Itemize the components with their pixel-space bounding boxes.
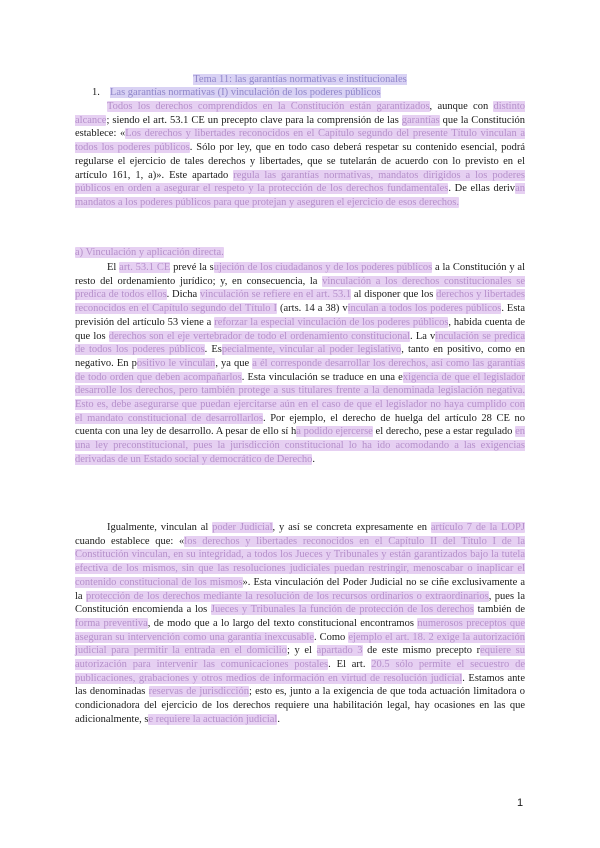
p3-seg-24: reservas de jurisdicción	[148, 686, 249, 698]
p1-seg-7: Los derechos y libertades reconocidos en el Capítulo segundo del presente Título vinculan a todos los poderes públicos	[75, 128, 525, 154]
p2-seg-8: vinculación se refiere en el art. 53.1	[199, 289, 352, 301]
p2-seg-7: . Dicha	[166, 289, 200, 301]
p2-seg-17: . La v	[410, 330, 436, 342]
p3-seg-20: equiere su autorización para intervenir las comunicaciones postales	[75, 645, 525, 671]
p2-seg-16: derechos son el eje vertebrador de todo el ordenamiento constitucional	[108, 330, 411, 342]
p1-seg-2: , aunque con	[429, 101, 494, 112]
p2-seg-32: .	[312, 453, 315, 465]
paragraph-poder-judicial	[75, 521, 525, 727]
p2-seg-22: ositivo le vinculan	[136, 357, 216, 369]
p2-seg-31: en una ley preconstitucional, pues la jurisdicción constitucional lo ha ido acomodando a las exigencias derivadas de un Estado social y democrático de Derecho	[75, 426, 525, 465]
p2-seg-29: a podido ejercerse	[296, 426, 373, 438]
heading-a	[75, 246, 525, 259]
p3-seg-5: cuando establece que: «	[75, 535, 185, 547]
p2-seg-21: , tanto en positivo, como en negativo. En p	[75, 344, 526, 369]
p2-seg-23: , ya que	[215, 357, 253, 369]
p2-seg-4: ujeción de los ciudadanos y de los poderes públicos	[213, 262, 433, 273]
p3-seg-9: , pues la Constitución encomienda a los	[75, 590, 525, 616]
p2-seg-26: xigencia de que el legislador desarrolle los derechos, pero también protege a sus titulares frente a la denominada legislación negativa	[75, 371, 526, 397]
p2-seg-24: a él corresponde desarrollar los derechos, así como las garantías de todo orden que deben acompañarlos	[75, 357, 526, 383]
p3-seg-8: protección de los derechos mediante la resolución de los recursos ordinarios o extraordinarios	[85, 590, 489, 602]
p2-seg-19: . Es	[204, 344, 222, 356]
p2-seg-5: a la Constitución y al resto del ordenamiento jurídico; y, en consecuencia, la	[75, 262, 525, 287]
p2-seg-2: art. 53.1 CE	[119, 262, 171, 273]
p1-seg-1: Todos los derechos comprendidos en la Constitución están garantizados	[107, 101, 430, 112]
p3-seg-21: . El art.	[328, 659, 372, 671]
p1-seg-5: garantías	[401, 114, 440, 126]
p3-seg-16: ejemplo el art. 18. 2 exige la autorización judicial para permitir la entrada en el domicilio	[75, 631, 525, 657]
p3-seg-18: apartado 3	[316, 645, 363, 657]
p3-seg-7: ». Esta vinculación del Poder Judicial no se ciñe exclusivamente a la	[75, 576, 525, 602]
p3-seg-11: también de	[473, 604, 525, 616]
p2-seg-28: . Por ejemplo, el derecho de huelga del artículo 28 CE no cuenta con una ley de desarrollo. A pesar de ello sí h	[75, 412, 525, 438]
p1-seg-10: . De ellas deriv	[448, 183, 516, 195]
p2-seg-25: . Esta vinculación se traduce en una e	[241, 371, 403, 383]
p3-seg-6: los derechos y libertades reconocidos en el Capítulo II del Título I de la Constitución vinculan, en su integridad, a todos los Jueces y Tribunales y están garantizados bajo la tutela efectiva de los mismos, sin que las resoluciones judiciales puedan restringir, menoscabar o inaplicar el contenido constitucional de los mismos	[75, 535, 525, 588]
p1-seg-3: distinto alcance	[75, 101, 525, 126]
p3-seg-2: poder Judicial	[212, 522, 273, 533]
p2-seg-18: inculación se predica de todos los poderes públicos	[75, 330, 525, 356]
p2-seg-6: vinculación a los derechos constitucionales se predica de todos ellos	[75, 275, 525, 301]
p3-seg-4: artículo 7 de la LOPJ	[430, 522, 525, 533]
page-number: 1	[517, 797, 524, 809]
p2-seg-15: , habida cuenta de que los	[75, 316, 525, 342]
p3-seg-23: . Estamos ante las denominadas	[75, 672, 525, 698]
p3-seg-26: e requiere la actuación judicial	[148, 713, 278, 725]
heading-a-text: a) Vinculación y aplicación directa.	[75, 247, 224, 258]
section-number: 1.	[92, 87, 100, 98]
paragraph-intro	[75, 100, 525, 210]
p3-seg-13: , de modo que a lo largo del texto constitucional encontramos	[147, 617, 418, 629]
title-text: Tema 11: las garantías normativas e institucionales	[193, 74, 407, 85]
p3-seg-12: forma preventiva	[75, 617, 148, 629]
section-title: Las garantías normativas (I) vinculación de los poderes públicos	[110, 87, 381, 98]
p3-seg-15: . Como	[314, 631, 349, 643]
document-title	[0, 73, 600, 86]
p2-seg-10: derechos y libertades reconocidos en el Capítulo segundo del Título I	[75, 289, 525, 315]
p2-seg-3: prevé la s	[170, 262, 214, 273]
p3-seg-22: 20.5 sólo permite el secuestro de publicaciones, grabaciones y otros medios de información en virtud de resolución judicial	[75, 659, 526, 684]
p2-seg-12: inculan a todos los poderes públicos	[347, 303, 502, 315]
p3-seg-3: , y así se concreta expresamente en	[272, 522, 431, 533]
p2-seg-13: . Esta previsión del artículo 53 viene a	[75, 303, 525, 328]
p3-seg-25: ; esto es, junto a la exigencia de que toda actuación limitadora o condicionadora del ejercicio de los derechos requiere una habilitación legal, hay ocasiones en las que adicionalmente, s	[75, 686, 525, 725]
p3-seg-10: Jueces y Tribunales la función de protección de los derechos	[210, 604, 474, 616]
section-heading	[92, 86, 542, 99]
p3-seg-14: numerosos preceptos que aseguran su intervención como una garantía inexcusable	[75, 617, 526, 643]
p1-seg-9: regula las garantías normativas, mandatos dirigidos a los poderes públicos en orden a asegurar el respeto y la protección de los derechos fundamentales	[75, 169, 525, 195]
p2-seg-20: pecialmente, vincular al poder legislativo	[221, 344, 402, 356]
p3-seg-19: de este mismo precepto r	[362, 645, 481, 657]
p3-seg-1: Igualmente, vinculan al	[107, 522, 213, 533]
p1-seg-11: an mandatos a los poderes públicos para que protejan y aseguren el ejercicio de esos derechos.	[75, 183, 525, 208]
p2-seg-14: reforzar la especial vinculación de los poderes públicos	[214, 316, 449, 328]
p1-seg-8: . Sólo por ley, que en todo caso deberá respetar su contenido esencial, podrá regularse el ejercicio de tales derechos y libertades, que se tutelarán de acuerdo con lo previsto en el artículo 161, 1, a)». Este apartado	[75, 142, 525, 181]
p1-seg-4: ; siendo el art. 53.1 CE un precepto clave para la comprensión de las	[106, 114, 402, 126]
p2-seg-30: el derecho, pese a estar regulado	[372, 426, 516, 438]
p1-seg-6: que la Constitución establece: «	[75, 114, 525, 140]
paragraph-vinculacion	[75, 261, 525, 467]
p3-seg-27: .	[277, 713, 280, 725]
p2-seg-11: (arts. 14 a 38) v	[277, 303, 348, 315]
p2-seg-1: El	[107, 262, 120, 273]
p3-seg-17: ; y el	[286, 645, 317, 657]
p2-seg-27: . Esto es, debe asegurarse que puedan ejercitarse aún en el caso de que el legislador no haya cumplido con el mandato constitucional de desarrollarlos	[75, 385, 525, 424]
p2-seg-9: al disponer que los	[351, 289, 437, 301]
